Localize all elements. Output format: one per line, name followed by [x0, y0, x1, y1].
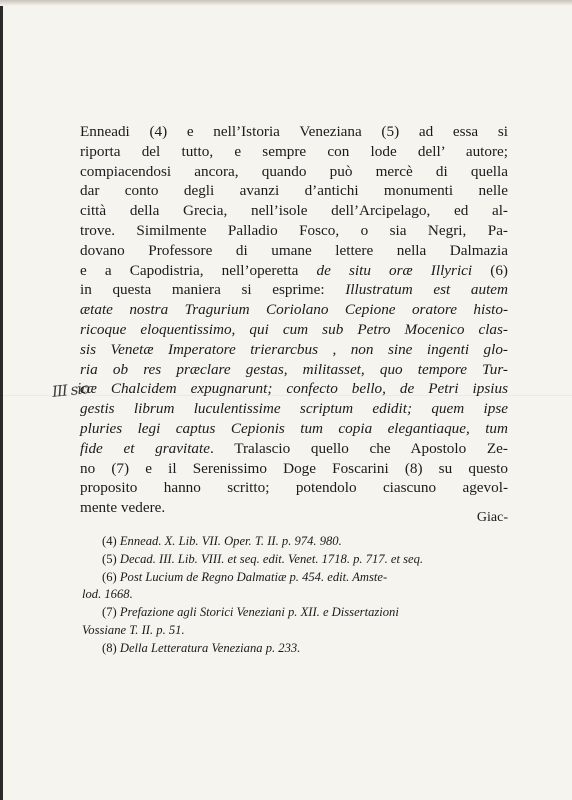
footnote-text: lod. 1668.: [82, 587, 133, 602]
italic-segment: gestis librum luculentissime scriptum edidit; quem ipse: [80, 400, 508, 418]
footnote-number: (7): [102, 605, 117, 620]
footnotes: [80, 533, 508, 658]
text-line: [80, 478, 508, 498]
footnote: [80, 640, 508, 658]
text-line: [80, 221, 508, 241]
italic-segment: cæ Chalcidem expugnarunt; confecto bello, de Petri ipsius: [80, 380, 508, 398]
italic-segment: de situ oræ Illyrici: [316, 261, 473, 279]
page-top-shadow: [0, 0, 572, 6]
footnote-text: Vossiane T. II. p. 51.: [82, 622, 185, 637]
body-text: [80, 122, 508, 518]
text-line: [80, 122, 508, 142]
footnote-text: Prefazione agli Storici Veneziani p. XII. e Dissertazioni: [119, 605, 399, 620]
footnote: [80, 622, 508, 640]
text-line: [80, 201, 508, 221]
text-line: [80, 320, 508, 340]
text-segment: no (7) e il Serenissimo Doge Foscarini (8) su questo: [80, 459, 508, 477]
text-line: [80, 439, 508, 459]
text-line: [80, 419, 508, 439]
text-line: [80, 181, 508, 201]
footnote-number: (8): [102, 640, 117, 655]
text-segment: in questa maniera si esprime:: [80, 281, 346, 299]
footnote-text: Decad. III. Lib. VIII. et seq. edit. Venet. 1718. p. 717. et seq.: [119, 551, 424, 566]
italic-segment: Illustratum est autem: [345, 281, 508, 299]
footnote-number: (5): [102, 551, 117, 566]
footnote: [80, 586, 508, 604]
footnote: [80, 533, 508, 551]
text-line: [80, 459, 508, 479]
footnote-text: Ennead. X. Lib. VII. Oper. T. II. p. 974. 980.: [119, 534, 342, 548]
margin-annotation: III sio: [51, 379, 90, 401]
text-line: [80, 399, 508, 419]
catchword: Giac-: [476, 510, 508, 525]
text-line: [80, 379, 508, 399]
footnote-number: (4): [102, 534, 117, 548]
footnote-text: Post Lucium de Regno Dalmatiæ p. 454. edit. Amste-: [119, 569, 388, 584]
text-segment: (6): [472, 261, 508, 279]
text-segment: proposito hanno scritto; potendolo ciascuno agevol-: [80, 479, 508, 497]
text-line: [80, 241, 508, 261]
footnote-number: (6): [102, 569, 117, 584]
italic-segment: ætate nostra Tragurium Coriolano Cepione oratore histo-: [80, 301, 508, 319]
text-line: [80, 300, 508, 320]
text-segment: trove. Similmente Palladio Fosco, o sia Negri, Pa-: [80, 221, 508, 239]
text-line: [80, 142, 508, 162]
footnote: [80, 551, 508, 569]
text-segment: e a Capodistria, nell’operetta: [80, 261, 317, 279]
text-segment: riporta del tutto, e sempre con lode dell’ autore;: [80, 142, 508, 160]
text-segment: Enneadi (4) e nell’Istoria Veneziana (5) ad essa si: [80, 123, 508, 140]
text-line: [80, 340, 508, 360]
italic-segment: ricoque eloquentissimo, qui cum sub Petro Mocenico clas-: [80, 320, 508, 338]
text-segment: compiacendosi ancora, quando può mercè di quella: [80, 162, 508, 180]
text-line: [80, 261, 508, 281]
text-segment: città della Grecia, nell’isole dell’Arcipelago, ed al-: [80, 202, 508, 220]
page-left-edge: [0, 0, 3, 800]
text-segment: dar conto degli avanzi d’antichi monumenti nelle: [80, 182, 508, 200]
footnote: [80, 569, 508, 587]
footnote: [80, 604, 508, 622]
text-segment: dovano Professore di umane lettere nella Dalmazia: [80, 241, 508, 259]
text-line: [80, 162, 508, 182]
italic-segment: pluries legi captus Cepionis tum copia elegantiaque, tum: [80, 419, 508, 437]
italic-segment: ria ob res præclare gestas, militasset, quo tempore Tur-: [80, 360, 508, 378]
text-segment: mente vedere.: [80, 499, 166, 517]
footnote-text: Della Letteratura Veneziana p. 233.: [119, 640, 301, 655]
text-line: [80, 360, 508, 380]
italic-segment: fide et gravitate: [80, 439, 210, 457]
text-line: [80, 280, 508, 300]
italic-segment: sis Venetæ Imperatore trierarcbus , non sine ingenti glo-: [80, 340, 508, 358]
text-segment: . Tralascio quello che Apostolo Ze-: [209, 439, 508, 457]
